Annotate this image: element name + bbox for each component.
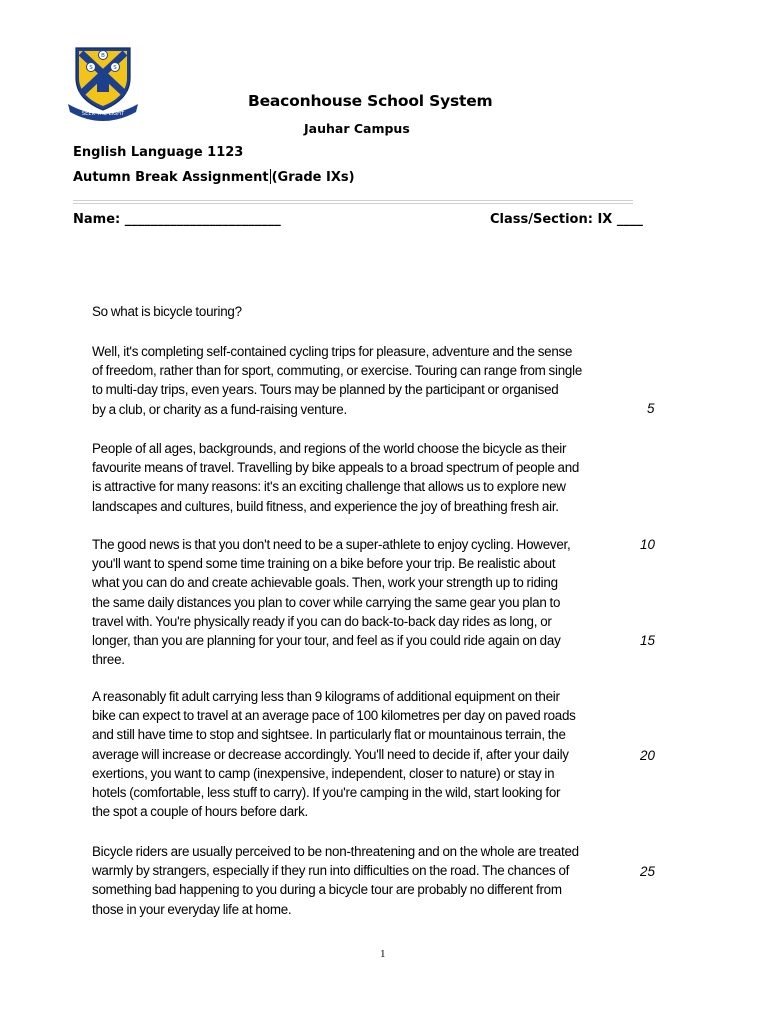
passage-line: So what is bicycle touring? — [92, 304, 242, 319]
header-divider-secondary — [73, 203, 633, 204]
header-divider — [73, 200, 633, 201]
passage-line: bike can expect to travel at an average pace of 100 kilometres per day on paved roads — [92, 708, 576, 724]
line-number-10: 10 — [640, 537, 655, 552]
passage-paragraph-3 — [92, 535, 571, 669]
passage-line: A reasonably fit adult carrying less than 9 kilograms of additional equipment on their — [92, 689, 560, 704]
crest-letter-b: B — [101, 53, 105, 59]
text-cursor — [270, 169, 271, 184]
passage-line: exertions, you want to camp (inexpensive, independent, closer to nature) or stay in — [92, 765, 555, 781]
school-crest-logo — [62, 44, 144, 124]
assignment-title-main: Autumn Break Assignment — [73, 170, 269, 185]
course-title: English Language 1123 — [73, 145, 244, 160]
passage-line: hotels (comfortable, less stuff to carry). If you're camping in the wild, start looking for — [92, 785, 561, 801]
passage-line: to multi-day trips, even years. Tours may be planned by the participant or organised — [92, 382, 559, 398]
passage-line: three. — [92, 652, 125, 668]
line-number-15: 15 — [640, 633, 655, 648]
passage-line: you'll want to spend some time training on a bike before your trip. Be realistic about — [92, 556, 556, 572]
passage-line: by a club, or charity as a fund-raising venture. — [92, 401, 347, 417]
passage-line: Well, it's completing self-contained cycling trips for pleasure, adventure and the sense — [92, 344, 573, 359]
line-number-5: 5 — [647, 401, 655, 416]
crest-letter-s2: S — [113, 65, 117, 71]
passage-line: of freedom, rather than for sport, commuting, or exercise. Touring can range from single — [92, 363, 583, 379]
passage-line: something bad happening to you during a bicycle tour are probably no different from — [92, 882, 562, 898]
school-name: Beaconhouse School System — [248, 92, 493, 110]
passage-line: the spot a couple of hours before dark. — [92, 804, 309, 820]
passage-paragraph-2 — [92, 439, 579, 516]
passage-line: and still have time to stop and sightsee. In particularly flat or mountainous terrain, the — [92, 727, 566, 743]
line-number-20: 20 — [640, 748, 655, 763]
passage-line: longer, than you are planning for your tour, and feel as if you could ride again on day — [92, 633, 561, 649]
passage-question — [92, 302, 242, 321]
passage-line: what you can do and create achievable goals. Then, work your strength up to riding — [92, 575, 558, 591]
assignment-title — [73, 169, 355, 185]
passage-line: the same daily distances you plan to cover while carrying the same gear you plan to — [92, 594, 561, 610]
passage-line: average will increase or decrease accordingly. You'll need to decide if, after your daily — [92, 746, 569, 762]
crest-letter-s1: S — [89, 65, 93, 71]
campus-name: Jauhar Campus — [304, 121, 410, 136]
passage-line: Bicycle riders are usually perceived to be non-threatening and on the whole are treated — [92, 844, 579, 859]
line-number-25: 25 — [640, 864, 655, 879]
passage-line: People of all ages, backgrounds, and regions of the world choose the bicycle as their — [92, 441, 567, 456]
passage-line: travel with. You're physically ready if you can do back-to-back day rides as long, or — [92, 613, 552, 629]
assignment-grade: (Grade IXs) — [271, 170, 355, 185]
passage-line: favourite means of travel. Travelling by bike appeals to a broad spectrum of people and — [92, 460, 580, 476]
crest-motto: SEEK THE LIGHT — [81, 111, 125, 117]
passage-line: warmly by strangers, especially if they run into difficulties on the road. The chances of — [92, 863, 570, 879]
page-number: 1 — [380, 948, 386, 960]
class-section-field: Class/Section: IX ____ — [490, 212, 643, 227]
student-name-field: Name: ________________________ — [73, 212, 281, 227]
passage-line: landscapes and cultures, build fitness, and experience the joy of breathing fresh air. — [92, 498, 559, 514]
passage-line: is attractive for many reasons: it's an exciting challenge that allows us to explore new — [92, 479, 566, 495]
passage-paragraph-4 — [92, 687, 576, 821]
passage-line: those in your everyday life at home. — [92, 901, 292, 917]
passage-paragraph-1 — [92, 342, 582, 419]
passage-line: The good news is that you don't need to be a super-athlete to enjoy cycling. However, — [92, 537, 571, 552]
passage-paragraph-5 — [92, 842, 579, 919]
